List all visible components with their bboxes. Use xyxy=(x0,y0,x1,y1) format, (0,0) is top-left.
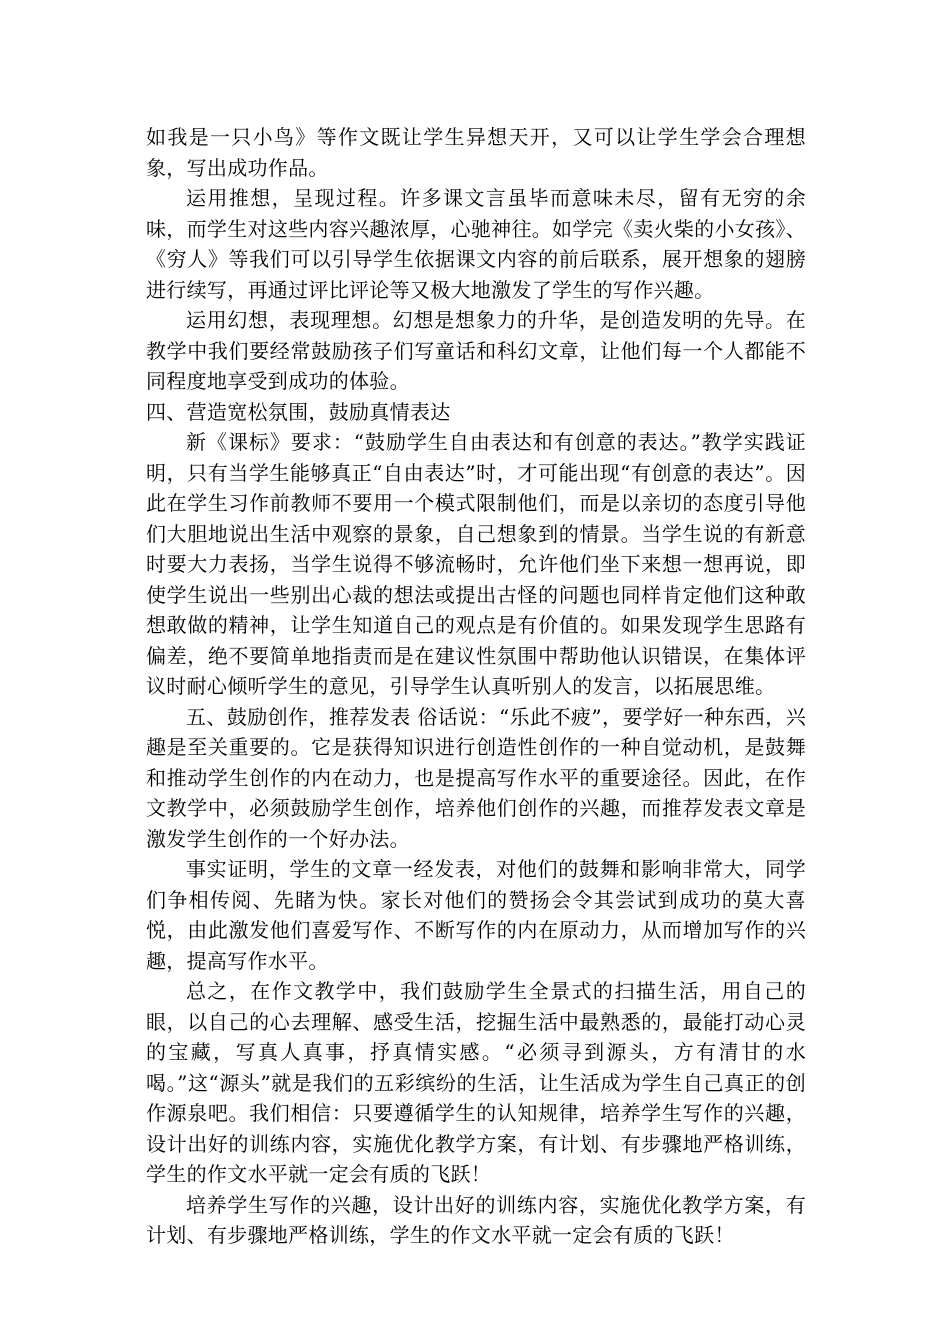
paragraph-conclusion: 培养学生写作的兴趣，设计出好的训练内容，实施优化教学方案，有计划、有步骤地严格训练，学生的作文水平就一定会有质的飞跃！ xyxy=(146,1192,806,1247)
section-heading-4: 四、营造宽松氛围，鼓励真情表达 xyxy=(146,399,451,424)
paragraph-inference: 运用推想，呈现过程。许多课文言虽毕而意味未尽，留有无穷的余味，而学生对这些内容兴趣浓厚，心驰神往。如学完《卖火柴的小女孩》、《穷人》等我们可以引导学生依据课文内容的前后联系，展开想象的翅膀进行续写，再通过评比评论等又极大地激发了学生的写作兴趣。 xyxy=(146,186,806,302)
paragraph-facts: 事实证明，学生的文章一经发表，对他们的鼓舞和影响非常大，同学们争相传阅、先睹为快。家长对他们的赞扬会令其尝试到成功的莫大喜悦，由此激发他们喜爱写作、不断写作的内在原动力，从而增加写作的兴趣，提高写作水平。 xyxy=(146,857,806,973)
paragraph-summary: 总之，在作文教学中，我们鼓励学生全景式的扫描生活，用自己的眼，以自己的心去理解、感受生活，挖掘生活中最熟悉的，最能打动心灵的宝藏，写真人真事，抒真情实感。“必须寻到源头，方有清甘的水喝。”这“源头”就是我们的五彩缤纷的生活，让生活成为学生自己真正的创作源泉吧。我们相信：只要遵循学生的认知规律，培养学生写作的兴趣，设计出好的训练内容，实施优化教学方案，有计划、有步骤地严格训练，学生的作文水平就一定会有质的飞跃！ xyxy=(146,979,806,1186)
document-page xyxy=(146,122,806,1251)
paragraph-continuation: 如我是一只小鸟》等作文既让学生异想天开，又可以让学生学会合理想象，写出成功作品。 xyxy=(146,125,806,180)
paragraph-encourage-creation: 五、鼓励创作，推荐发表 俗话说：“乐此不疲”，要学好一种东西，兴趣是至关重要的。它是获得知识进行创造性创作的一种自觉动机，是鼓舞和推动学生创作的内在动力，也是提高写作水平的重要途径。因此，在作文教学中，必须鼓励学生创作，培养他们创作的兴趣，而推荐发表文章是激发学生创作的一个好办法。 xyxy=(146,704,806,851)
paragraph-fantasy: 运用幻想，表现理想。幻想是想象力的升华，是创造发明的先导。在教学中我们要经常鼓励孩子们写童话和科幻文章，让他们每一个人都能不同程度地享受到成功的体验。 xyxy=(146,308,806,393)
paragraph-curriculum-standard: 新《课标》要求：“鼓励学生自由表达和有创意的表达。”教学实践证明，只有当学生能够真正“自由表达”时，才可能出现“有创意的表达”。因此在学生习作前教师不要用一个模式限制他们，而是以亲切的态度引导他们大胆地说出生活中观察的景象，自己想象到的情景。当学生说的有新意时要大力表扬，当学生说得不够流畅时，允许他们坐下来想一想再说，即使学生说出一些别出心裁的想法或提出古怪的问题也同样肯定他们这种敢想敢做的精神，让学生知道自己的观点是有价值的。如果发现学生思路有偏差，绝不要简单地指责而是在建议性氛围中帮助他认识错误，在集体评议时耐心倾听学生的意见，引导学生认真听别人的发言，以拓展思维。 xyxy=(146,430,806,698)
